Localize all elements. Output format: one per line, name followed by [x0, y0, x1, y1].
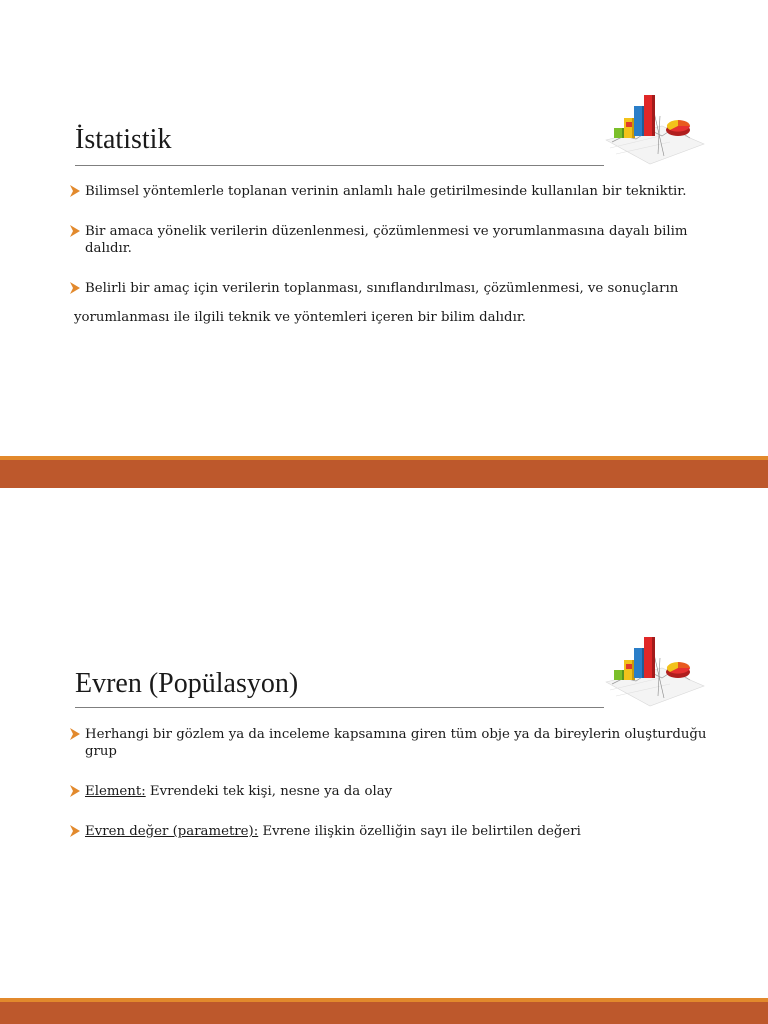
- bullet-text-line-2: yorumlanması ile ilgili teknik ve yöntemleri içeren bir bilim dalıdır.: [74, 310, 526, 325]
- list-item: [70, 183, 720, 200]
- slide-title: Evren (Popülasyon): [75, 668, 299, 699]
- footer-accent-band: [0, 456, 768, 488]
- arrowhead-bullet-icon: [70, 282, 80, 294]
- footer-accent-band: [0, 998, 768, 1024]
- list-item: [70, 823, 720, 840]
- arrowhead-bullet-icon: [70, 225, 80, 237]
- bullet-text-line-1: Belirli bir amaç için verilerin toplanması, sınıflandırılması, çözümlenmesi, ve sonuçların: [85, 281, 679, 296]
- slide-title: İstatistik: [75, 124, 172, 155]
- arrowhead-bullet-icon: [70, 785, 80, 797]
- slide-evren: [0, 488, 768, 1024]
- bullet-text: Herhangi bir gözlem ya da inceleme kapsamına giren tüm obje ya da bireylerin oluşturduğu grup: [85, 727, 707, 759]
- arrowhead-bullet-icon: [70, 825, 80, 837]
- definition-term: Evren değer (parametre):: [85, 824, 259, 839]
- title-underline: [75, 165, 604, 166]
- bullet-list: [70, 183, 720, 355]
- definition-term: Element:: [85, 784, 146, 799]
- bar-pie-chart-icon: [600, 92, 706, 168]
- list-item: [70, 783, 720, 800]
- bullet-text: Bilimsel yöntemlerle toplanan verinin anlamlı hale getirilmesinde kullanılan bir tekniktir.: [85, 184, 687, 199]
- list-item: [70, 223, 720, 257]
- bar-pie-chart-icon: [600, 634, 706, 710]
- list-item: [70, 726, 720, 760]
- arrowhead-bullet-icon: [70, 185, 80, 197]
- list-item: [70, 274, 720, 332]
- arrowhead-bullet-icon: [70, 728, 80, 740]
- bullet-list: [70, 726, 720, 863]
- definition-text: Evrene ilişkin özelliğin sayı ile belirtilen değeri: [258, 824, 581, 839]
- bullet-text: Bir amaca yönelik verilerin düzenlenmesi, çözümlenmesi ve yorumlanmasına dayalı bilim dalıdır.: [85, 224, 688, 256]
- definition-text: Evrendeki tek kişi, nesne ya da olay: [145, 784, 393, 799]
- slide-istatistik: [0, 0, 768, 488]
- title-underline: [75, 707, 604, 708]
